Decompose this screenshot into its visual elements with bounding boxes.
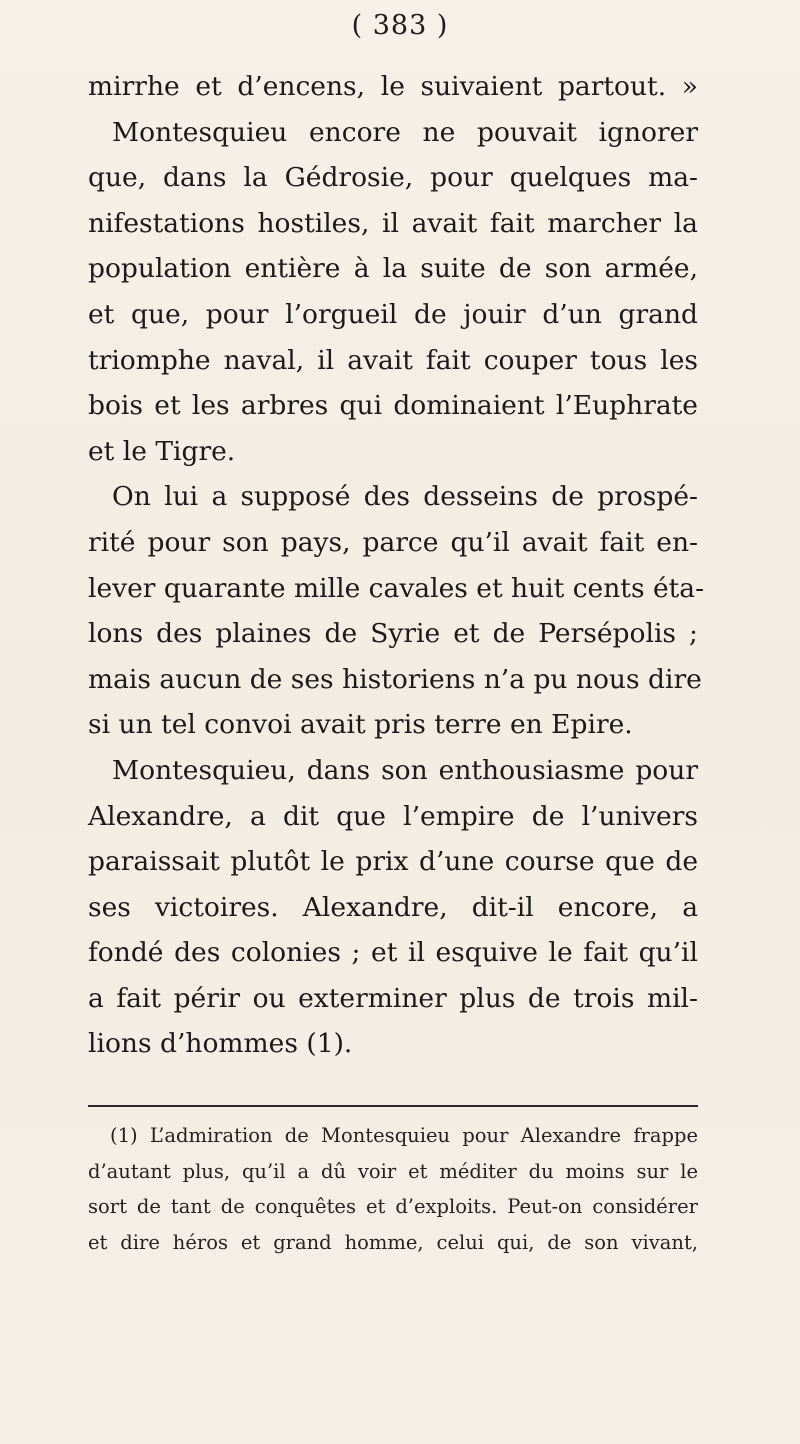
footnote-line: et dire héros et grand homme, celui qui, de son vivant, (88, 1230, 698, 1254)
text-line: nifestations hostiles, il avait fait marcher la (88, 207, 698, 239)
text-line: que, dans la Gédrosie, pour quelques ma- (88, 162, 698, 194)
text-line: mais aucun de ses historiens n’a pu nous dire (88, 663, 702, 695)
text-line: paraissait plutôt le prix d’une course que de (88, 846, 698, 878)
text-line: rité pour son pays, parce qu’il avait fait en- (88, 526, 698, 558)
text-line: triomphe naval, il avait fait couper tous les (88, 344, 698, 376)
text-line: lions d’hommes (1). (88, 1028, 353, 1060)
footnote-line: (1) L’admiration de Montesquieu pour Alexandre frappe (110, 1124, 698, 1147)
text-line: population entière à la suite de son armée, (88, 253, 698, 285)
text-line: lever quarante mille cavales et huit cents éta- (88, 572, 705, 604)
text-line: et le Tigre. (88, 435, 236, 467)
text-line: lons des plaines de Syrie et de Persépolis ; (88, 618, 698, 650)
text-line: Alexandre, a dit que l’empire de l’univers (88, 800, 698, 832)
text-line: mirrhe et d’encens, le suivaient partout. » (88, 71, 698, 102)
text-line: ses victoires. Alexandre, dit-il encore, a (88, 891, 698, 923)
text-line: a fait périr ou exterminer plus de trois mil- (88, 982, 698, 1014)
text-line: On lui a supposé des desseins de prospé- (112, 481, 698, 513)
main-text (88, 64, 705, 1067)
text-line: fondé des colonies ; et il esquive le fait qu’il (88, 937, 698, 969)
text-line: bois et les arbres qui dominaient l’Euphrate (88, 390, 698, 422)
footnote-line: sort de tant de conquêtes et d’exploits. Peut-on considérer (88, 1195, 698, 1218)
footnote-line: d’autant plus, qu’il a dû voir et méditer du moins sur le (88, 1159, 698, 1183)
footnote-divider (88, 1105, 698, 1107)
page-number: ( 383 ) (351, 10, 449, 41)
text-line: Montesquieu, dans son enthousiasme pour (112, 754, 698, 786)
text-line: si un tel convoi avait pris terre en Epire. (88, 709, 633, 741)
text-line: et que, pour l’orgueil de jouir d’un grand (88, 298, 698, 330)
text-line: Montesquieu encore ne pouvait ignorer (112, 116, 698, 148)
footnote (88, 1118, 698, 1260)
